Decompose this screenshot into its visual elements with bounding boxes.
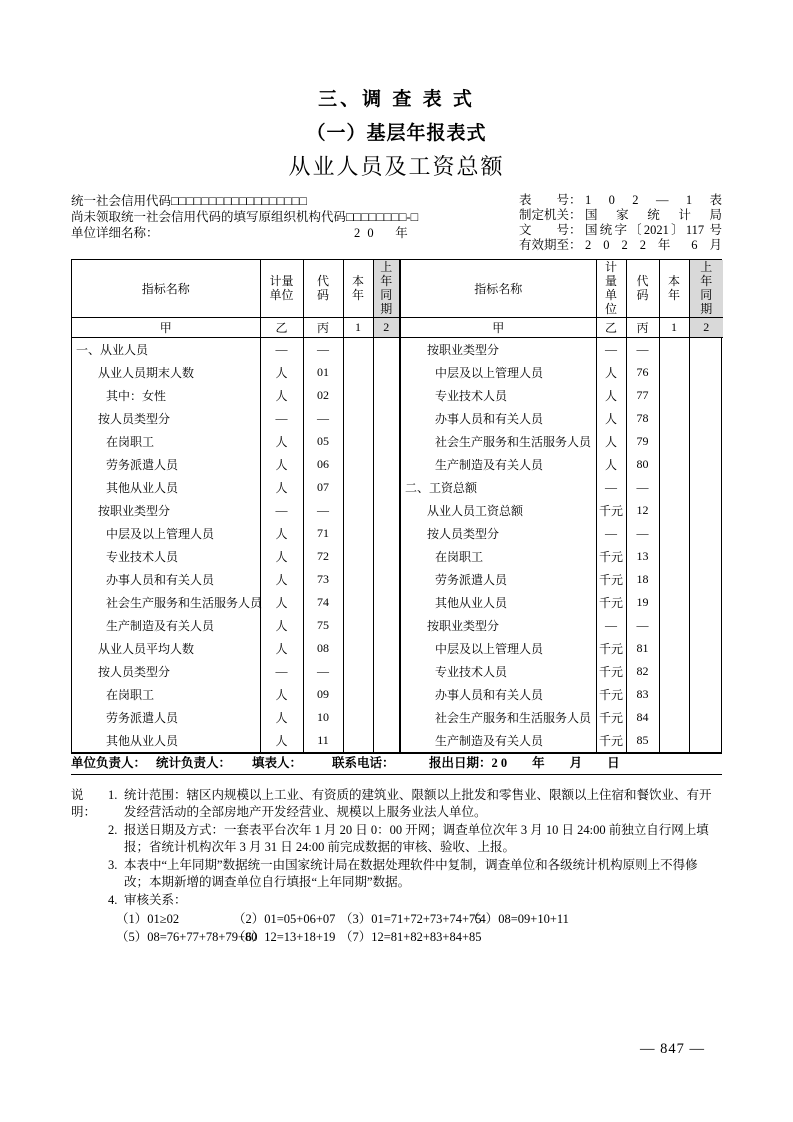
code-cell: 12 (626, 499, 659, 522)
prior-year-cell (689, 338, 723, 361)
code-cell: 06 (303, 453, 343, 476)
code-cell: 13 (626, 545, 659, 568)
table-row (72, 453, 400, 476)
unit-cell: 千元 (596, 706, 626, 729)
prior-year-cell (373, 729, 400, 752)
indicator-name-cell: 社会生产服务和生活服务人员 (435, 710, 592, 725)
indicator-header: 指标名称 (72, 260, 260, 318)
current-year-cell (659, 476, 689, 499)
current-year-cell (343, 338, 373, 361)
prior-year-cell (373, 361, 400, 384)
unit-head-label: 单位负责人： (71, 755, 147, 770)
unit-cell: — (260, 338, 303, 361)
prior-year-cell (373, 706, 400, 729)
indicator-name-cell: 其他从业人员 (106, 733, 179, 748)
formula-row-2 (116, 928, 722, 946)
prior-year-cell (689, 591, 723, 614)
current-year-cell (343, 614, 373, 637)
form-number-label: 表 号： (519, 193, 582, 207)
code-cell: 19 (626, 591, 659, 614)
unit-cell: 人 (596, 384, 626, 407)
current-year-cell (659, 499, 689, 522)
code-cell: 80 (626, 453, 659, 476)
indicator-name-cell: 其中：女性 (106, 388, 167, 403)
form-title: 从业人员及工资总额 (288, 154, 505, 179)
page-number: — 847 — (640, 1041, 705, 1057)
indicator-name-cell: 其他从业人员 (435, 595, 508, 610)
credit-code-line: 统一社会信用代码□□□□□□□□□□□□□□□□□□ (71, 194, 307, 208)
table-row (72, 614, 400, 637)
table-row (401, 660, 723, 683)
document-number-value: 国统字〔2021〕117 号 (585, 223, 722, 237)
code-cell: 09 (303, 683, 343, 706)
form-filler-label: 填表人： (252, 755, 303, 770)
unit-cell: 人 (260, 545, 303, 568)
current-year-cell (659, 706, 689, 729)
unit-cell: — (260, 407, 303, 430)
table-row (401, 499, 723, 522)
current-year-header: 本年 (659, 260, 689, 318)
prior-year-cell (373, 614, 400, 637)
current-year-cell (343, 637, 373, 660)
title-block (71, 0, 722, 181)
report-year: 2 0 年 (354, 226, 410, 240)
prior-year-cell (689, 499, 723, 522)
prior-year-cell (373, 430, 400, 453)
unit-cell: 人 (260, 614, 303, 637)
code-cell: 73 (303, 568, 343, 591)
indicator-name-cell: 专业技术人员 (435, 664, 508, 679)
column-key-jia: 甲 (401, 318, 596, 338)
code-cell: — (626, 476, 659, 499)
code-header: 代码 (626, 260, 659, 318)
indicator-name-cell: 按人员类型分 (98, 411, 171, 426)
current-year-cell (343, 476, 373, 499)
table-row (72, 591, 400, 614)
unit-cell: 千元 (596, 499, 626, 522)
indicator-name-cell: 中层及以上管理人员 (106, 526, 215, 541)
column-key-yi: 乙 (596, 318, 626, 338)
table-row (72, 660, 400, 683)
column-key-1: 1 (343, 318, 373, 338)
issuing-agency-value: 国 家 统 计 局 (585, 208, 722, 222)
prior-year-cell (689, 476, 723, 499)
table-row (72, 384, 400, 407)
table-row (401, 361, 723, 384)
code-cell: — (303, 407, 343, 430)
table-row (401, 430, 723, 453)
audit-formulas (116, 910, 722, 946)
code-cell: 05 (303, 430, 343, 453)
note-item-1: 1. 统计范围：辖区内规模以上工业、有资质的建筑业、限额以上批发和零售业、限额以上住宿和餐饮业、有开发经营活动的全部房地产开发经营业、规模以上服务业法人单位。 (108, 787, 712, 820)
form-meta (71, 193, 722, 253)
prior-year-cell (373, 660, 400, 683)
unit-cell: 千元 (596, 637, 626, 660)
prior-year-cell (689, 614, 723, 637)
formula-6: （6）12=13+18+19 (233, 930, 336, 945)
current-year-cell (343, 683, 373, 706)
formula-row-1 (116, 910, 722, 928)
prior-year-cell (373, 683, 400, 706)
column-key-row (72, 318, 400, 338)
unit-cell: 人 (260, 568, 303, 591)
note-item-3: 3. 本表中“上年同期”数据统一由国家统计局在数据处理软件中复制，调查单位和各级统计机构原则上不得修改；本期新增的调查单位自行填报“上年同期”数据。 (108, 857, 698, 890)
current-year-cell (343, 568, 373, 591)
table-row (72, 545, 400, 568)
current-year-cell (659, 522, 689, 545)
indicator-name-cell: 在岗职工 (106, 687, 155, 702)
column-key-1: 1 (659, 318, 689, 338)
section-title: 三、调 查 表 式 (318, 89, 475, 110)
table-row (72, 729, 400, 752)
code-cell: 79 (626, 430, 659, 453)
prior-year-cell (689, 453, 723, 476)
table-row (401, 453, 723, 476)
prior-year-cell (689, 430, 723, 453)
code-cell: 11 (303, 729, 343, 752)
valid-until-row (519, 238, 722, 253)
indicator-name-cell: 按职业类型分 (98, 503, 171, 518)
indicator-name-cell: 按职业类型分 (427, 618, 500, 633)
column-key-2: 2 (373, 318, 400, 338)
prior-year-cell (373, 499, 400, 522)
code-cell: — (303, 660, 343, 683)
notes-section (71, 787, 722, 910)
current-year-cell (659, 545, 689, 568)
prior-year-cell (373, 338, 400, 361)
code-cell: 78 (626, 407, 659, 430)
org-code-line: 尚未领取统一社会信用代码的填写原组织机构代码□□□□□□□□-□ (71, 210, 419, 224)
unit-cell: 人 (596, 361, 626, 384)
current-year-cell (343, 591, 373, 614)
document-number-label: 文 号： (519, 223, 582, 237)
issuing-agency-label: 制定机关： (519, 208, 582, 222)
statistics-table (71, 259, 722, 754)
current-year-cell (659, 361, 689, 384)
prior-year-cell (689, 384, 723, 407)
table-row (401, 545, 723, 568)
table-row (72, 683, 400, 706)
indicator-header: 指标名称 (401, 260, 596, 318)
unit-cell: 千元 (596, 568, 626, 591)
code-cell: 81 (626, 637, 659, 660)
prior-year-cell (689, 637, 723, 660)
table-row (401, 407, 723, 430)
current-year-cell (659, 568, 689, 591)
current-year-cell (343, 522, 373, 545)
page-content (71, 0, 722, 946)
document-number-row (519, 223, 722, 238)
current-year-cell (343, 499, 373, 522)
column-key-jia: 甲 (72, 318, 260, 338)
meta-right-block (519, 193, 722, 253)
code-cell: 77 (626, 384, 659, 407)
notes-list (108, 787, 722, 910)
issuing-agency-row (519, 208, 722, 223)
table-header-row (72, 260, 400, 318)
prior-year-cell (689, 660, 723, 683)
table-row (401, 522, 723, 545)
indicator-name-cell: 办事人员和有关人员 (435, 687, 544, 702)
table-row (401, 706, 723, 729)
formula-2: （2）01=05+06+07 (233, 912, 336, 927)
code-cell: 82 (626, 660, 659, 683)
indicator-name-cell: 办事人员和有关人员 (106, 572, 215, 587)
note-item-4: 4. 审核关系： (108, 892, 187, 907)
current-year-header: 本年 (343, 260, 373, 318)
notes-label: 说明： (71, 787, 97, 820)
indicator-name-cell: 社会生产服务和生活服务人员 (435, 434, 592, 449)
indicator-name-cell: 劳务派遣人员 (435, 572, 508, 587)
subsection-title: （一）基层年报表式 (306, 123, 487, 144)
signature-row (71, 754, 722, 775)
code-cell: 02 (303, 384, 343, 407)
report-date-label: 报出日期：2 0 年 月 日 (429, 755, 620, 770)
indicator-name-cell: 专业技术人员 (435, 388, 508, 403)
unit-cell: 人 (260, 476, 303, 499)
indicator-name-cell: 在岗职工 (106, 434, 155, 449)
unit-cell: 人 (260, 453, 303, 476)
code-cell: 01 (303, 361, 343, 384)
unit-cell: 人 (260, 591, 303, 614)
unit-cell: — (260, 660, 303, 683)
valid-until-label: 有效期至： (519, 238, 582, 252)
table-row (72, 568, 400, 591)
unit-cell: 人 (260, 729, 303, 752)
indicator-name-cell: 从业人员期末人数 (98, 365, 195, 380)
table-row (401, 476, 723, 499)
indicator-name-cell: 劳务派遣人员 (106, 710, 179, 725)
indicator-name-cell: 二、工资总额 (405, 480, 478, 495)
statistics-head-label: 统计负责人： (156, 755, 232, 770)
current-year-cell (343, 407, 373, 430)
unit-cell: 人 (260, 522, 303, 545)
indicator-name-cell: 按职业类型分 (427, 343, 500, 358)
table-row (72, 338, 400, 361)
code-cell: 72 (303, 545, 343, 568)
table-left-half (72, 260, 401, 752)
table-row (72, 637, 400, 660)
unit-cell: 人 (260, 683, 303, 706)
table-row (401, 568, 723, 591)
prior-year-cell (689, 683, 723, 706)
current-year-cell (343, 660, 373, 683)
prior-year-header: 上年同期 (689, 260, 723, 318)
prior-year-cell (689, 361, 723, 384)
current-year-cell (659, 660, 689, 683)
indicator-name-cell: 生产制造及有关人员 (435, 457, 544, 472)
current-year-cell (659, 683, 689, 706)
prior-year-cell (689, 545, 723, 568)
prior-year-header: 上年同期 (373, 260, 400, 318)
indicator-name-cell: 办事人员和有关人员 (435, 411, 544, 426)
code-cell: — (626, 522, 659, 545)
prior-year-cell (373, 591, 400, 614)
contact-phone-label: 联系电话： (332, 755, 395, 770)
current-year-cell (659, 614, 689, 637)
code-cell: — (303, 338, 343, 361)
unit-header: 计量单位 (596, 260, 626, 318)
code-cell: — (626, 614, 659, 637)
table-row (72, 499, 400, 522)
current-year-cell (343, 729, 373, 752)
code-cell: — (303, 499, 343, 522)
table-row (401, 384, 723, 407)
current-year-cell (343, 430, 373, 453)
code-cell: 84 (626, 706, 659, 729)
unit-cell: 人 (260, 430, 303, 453)
unit-header: 计量单位 (260, 260, 303, 318)
prior-year-cell (373, 476, 400, 499)
formula-7: （7）12=81+82+83+84+85 (340, 930, 482, 945)
current-year-cell (659, 430, 689, 453)
unit-cell: 人 (596, 453, 626, 476)
column-key-bing: 丙 (626, 318, 659, 338)
meta-left-block (71, 193, 519, 253)
unit-cell: 人 (596, 430, 626, 453)
column-key-yi: 乙 (260, 318, 303, 338)
current-year-cell (343, 545, 373, 568)
prior-year-cell (373, 568, 400, 591)
formula-4: （4）08=09+10+11 (467, 912, 569, 927)
form-number-row (519, 193, 722, 208)
indicator-name-cell: 一、从业人员 (76, 343, 149, 358)
code-cell: 85 (626, 729, 659, 752)
prior-year-cell (689, 568, 723, 591)
table-row (401, 683, 723, 706)
prior-year-cell (689, 706, 723, 729)
current-year-cell (343, 384, 373, 407)
column-key-bing: 丙 (303, 318, 343, 338)
table-row (401, 591, 723, 614)
current-year-cell (343, 706, 373, 729)
current-year-cell (659, 338, 689, 361)
indicator-name-cell: 劳务派遣人员 (106, 457, 179, 472)
prior-year-cell (689, 729, 723, 752)
unit-cell: — (596, 338, 626, 361)
prior-year-cell (373, 407, 400, 430)
table-right-half (401, 260, 723, 752)
table-row (72, 407, 400, 430)
table-row (72, 430, 400, 453)
current-year-cell (343, 361, 373, 384)
current-year-cell (659, 407, 689, 430)
code-cell: — (626, 338, 659, 361)
prior-year-cell (373, 637, 400, 660)
table-row (72, 361, 400, 384)
unit-cell: 人 (260, 637, 303, 660)
formula-1: （1）01≥02 (116, 912, 180, 927)
indicator-name-cell: 在岗职工 (435, 549, 484, 564)
unit-cell: — (596, 522, 626, 545)
prior-year-cell (689, 522, 723, 545)
indicator-name-cell: 社会生产服务和生活服务人员 (106, 595, 263, 610)
indicator-name-cell: 生产制造及有关人员 (106, 618, 215, 633)
table-row (72, 476, 400, 499)
form-number-value: 1 0 2 — 1 表 (585, 193, 722, 207)
indicator-name-cell: 其他从业人员 (106, 480, 179, 495)
table-row (401, 614, 723, 637)
indicator-name-cell: 中层及以上管理人员 (435, 365, 544, 380)
prior-year-cell (373, 453, 400, 476)
unit-name-label: 单位详细名称： (71, 226, 159, 240)
table-row (72, 706, 400, 729)
code-cell: 75 (303, 614, 343, 637)
unit-cell: 人 (260, 361, 303, 384)
code-cell: 83 (626, 683, 659, 706)
table-row (401, 338, 723, 361)
prior-year-cell (373, 545, 400, 568)
code-cell: 76 (626, 361, 659, 384)
valid-until-value: 2 0 2 2 年 6 月 (585, 238, 722, 252)
code-cell: 74 (303, 591, 343, 614)
unit-cell: 人 (260, 706, 303, 729)
note-item-2: 2. 报送日期及方式：一套表平台次年 1 月 20 日 0：00 开网；调查单位次年 3 月 10 日 24:00 前独立自行网上填报；省统计机构次年 3 月 31 日 24:00 前完成数据的审核、验收、上报。 (108, 822, 709, 855)
indicator-name-cell: 从业人员工资总额 (427, 503, 524, 518)
table-header-row (401, 260, 723, 318)
indicator-name-cell: 按人员类型分 (427, 526, 500, 541)
unit-cell: 千元 (596, 683, 626, 706)
indicator-name-cell: 从业人员平均人数 (98, 641, 195, 656)
current-year-cell (659, 729, 689, 752)
indicator-name-cell: 专业技术人员 (106, 549, 179, 564)
current-year-cell (659, 384, 689, 407)
prior-year-cell (689, 407, 723, 430)
formula-5: （5）08=76+77+78+79+80 (116, 930, 258, 945)
unit-cell: 千元 (596, 729, 626, 752)
column-key-2: 2 (689, 318, 723, 338)
code-cell: 07 (303, 476, 343, 499)
unit-cell: 人 (260, 384, 303, 407)
current-year-cell (343, 453, 373, 476)
prior-year-cell (373, 384, 400, 407)
unit-cell: — (596, 476, 626, 499)
unit-cell: 千元 (596, 660, 626, 683)
current-year-cell (659, 637, 689, 660)
code-cell: 10 (303, 706, 343, 729)
formula-3: （3）01=71+72+73+74+75 (340, 912, 482, 927)
code-cell: 71 (303, 522, 343, 545)
indicator-name-cell: 生产制造及有关人员 (435, 733, 544, 748)
code-cell: 18 (626, 568, 659, 591)
prior-year-cell (373, 522, 400, 545)
code-header: 代码 (303, 260, 343, 318)
code-cell: 08 (303, 637, 343, 660)
unit-cell: 千元 (596, 591, 626, 614)
indicator-name-cell: 按人员类型分 (98, 664, 171, 679)
unit-cell: — (260, 499, 303, 522)
current-year-cell (659, 453, 689, 476)
table-row (401, 729, 723, 752)
column-key-row (401, 318, 723, 338)
unit-cell: 千元 (596, 545, 626, 568)
unit-cell: — (596, 614, 626, 637)
unit-name-line (71, 225, 519, 241)
indicator-name-cell: 中层及以上管理人员 (435, 641, 544, 656)
current-year-cell (659, 591, 689, 614)
table-row (401, 637, 723, 660)
unit-cell: 人 (596, 407, 626, 430)
table-row (72, 522, 400, 545)
